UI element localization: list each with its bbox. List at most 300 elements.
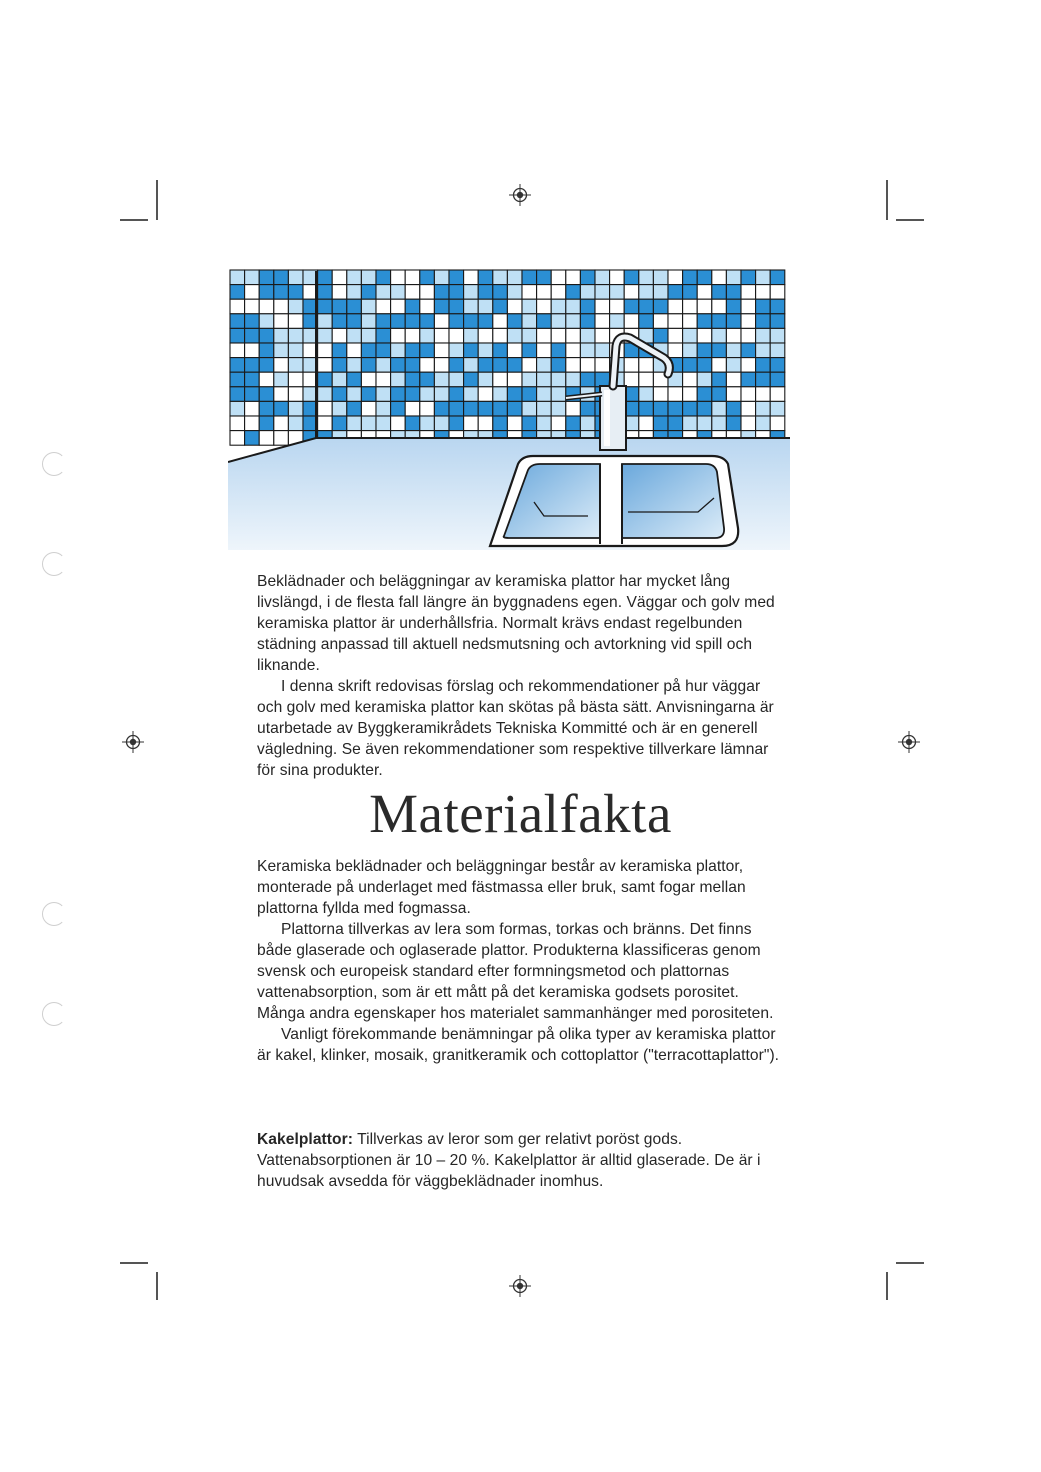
tile xyxy=(493,328,508,343)
kitchen-sink-tiled-wall-illustration xyxy=(228,266,790,550)
tile xyxy=(434,285,449,300)
tile xyxy=(653,387,668,402)
binder-hole xyxy=(42,1002,66,1026)
tile xyxy=(230,372,245,387)
tile xyxy=(580,372,595,387)
tile xyxy=(522,299,537,314)
tile xyxy=(478,285,493,300)
tile xyxy=(537,416,552,431)
tile xyxy=(639,270,654,285)
tile xyxy=(726,314,741,329)
tile xyxy=(391,401,406,416)
tile xyxy=(756,343,771,358)
registration-mark-top-icon xyxy=(509,184,531,206)
tile xyxy=(288,401,303,416)
tile xyxy=(478,299,493,314)
tile xyxy=(697,299,712,314)
tile xyxy=(683,358,698,373)
tile xyxy=(376,401,391,416)
tile xyxy=(566,416,581,431)
tile xyxy=(376,387,391,402)
tile xyxy=(653,314,668,329)
tile xyxy=(639,372,654,387)
tile xyxy=(332,372,347,387)
tile xyxy=(230,314,245,329)
tile xyxy=(274,270,289,285)
tile xyxy=(245,401,260,416)
tile xyxy=(449,343,464,358)
tile xyxy=(580,314,595,329)
tile xyxy=(522,358,537,373)
page-heading: Materialfakta xyxy=(369,783,672,844)
tile xyxy=(478,314,493,329)
tile xyxy=(478,372,493,387)
tile xyxy=(770,270,785,285)
tile xyxy=(259,431,274,446)
tile xyxy=(697,270,712,285)
tile xyxy=(361,358,376,373)
tile xyxy=(405,328,420,343)
body-paragraph-1: Keramiska beklädnader och beläggningar består av keramiska plattor, monterade på underlaget med fästmassa eller bruk, samt fogar mellan plattorna fyllda med fogmassa. xyxy=(257,858,746,917)
tile xyxy=(449,372,464,387)
tile xyxy=(566,314,581,329)
tile xyxy=(361,372,376,387)
tile xyxy=(507,387,522,402)
tile xyxy=(449,416,464,431)
tile xyxy=(245,328,260,343)
tile xyxy=(580,401,595,416)
tile xyxy=(551,343,566,358)
tile xyxy=(361,299,376,314)
tile xyxy=(551,401,566,416)
tile xyxy=(478,328,493,343)
tile xyxy=(464,285,479,300)
tile xyxy=(522,372,537,387)
tile xyxy=(259,372,274,387)
tile xyxy=(245,387,260,402)
tile xyxy=(712,343,727,358)
tile xyxy=(726,387,741,402)
tile xyxy=(405,270,420,285)
tile xyxy=(566,328,581,343)
tile xyxy=(566,285,581,300)
tile xyxy=(697,416,712,431)
tile xyxy=(230,270,245,285)
tile xyxy=(391,285,406,300)
tile xyxy=(580,285,595,300)
tile xyxy=(230,285,245,300)
tile xyxy=(610,299,625,314)
tile xyxy=(668,270,683,285)
tile xyxy=(434,358,449,373)
tile xyxy=(770,285,785,300)
tile xyxy=(712,358,727,373)
tile xyxy=(537,285,552,300)
tile xyxy=(434,314,449,329)
tile xyxy=(376,372,391,387)
tile xyxy=(624,299,639,314)
tile xyxy=(639,358,654,373)
tile xyxy=(230,328,245,343)
tile xyxy=(245,299,260,314)
tile xyxy=(478,416,493,431)
tile xyxy=(230,431,245,446)
tile xyxy=(493,372,508,387)
tile xyxy=(551,314,566,329)
tile xyxy=(361,401,376,416)
tile xyxy=(624,285,639,300)
tile xyxy=(624,270,639,285)
tile xyxy=(230,416,245,431)
tile xyxy=(595,299,610,314)
tile xyxy=(332,270,347,285)
tile xyxy=(580,299,595,314)
crop-mark-top-left-horizontal xyxy=(120,219,148,221)
tile xyxy=(566,372,581,387)
tile xyxy=(741,401,756,416)
tile xyxy=(653,299,668,314)
tile xyxy=(288,328,303,343)
tile xyxy=(464,328,479,343)
tile xyxy=(464,314,479,329)
tile xyxy=(566,270,581,285)
tile xyxy=(639,401,654,416)
tile xyxy=(230,299,245,314)
tile xyxy=(420,401,435,416)
tile xyxy=(507,372,522,387)
tile xyxy=(318,358,333,373)
tile xyxy=(405,343,420,358)
tile xyxy=(712,328,727,343)
tile xyxy=(741,387,756,402)
tile xyxy=(770,299,785,314)
tile xyxy=(347,270,362,285)
tile xyxy=(376,416,391,431)
tile xyxy=(507,401,522,416)
tile xyxy=(274,328,289,343)
tile xyxy=(288,270,303,285)
tile xyxy=(449,387,464,402)
tile xyxy=(741,270,756,285)
kakel-paragraph xyxy=(257,1129,787,1192)
tile xyxy=(434,416,449,431)
tile xyxy=(361,285,376,300)
tile xyxy=(507,314,522,329)
tile xyxy=(449,285,464,300)
tile xyxy=(595,314,610,329)
tile xyxy=(434,343,449,358)
tile xyxy=(464,416,479,431)
tile xyxy=(507,328,522,343)
tile xyxy=(405,387,420,402)
tile xyxy=(420,270,435,285)
tile xyxy=(420,372,435,387)
tile xyxy=(639,387,654,402)
tile xyxy=(361,328,376,343)
tile xyxy=(770,416,785,431)
tile xyxy=(376,328,391,343)
tile xyxy=(420,299,435,314)
tile xyxy=(288,285,303,300)
tile xyxy=(537,387,552,402)
tile xyxy=(332,328,347,343)
tile xyxy=(668,299,683,314)
tile xyxy=(639,314,654,329)
tile xyxy=(259,358,274,373)
tile xyxy=(624,358,639,373)
tile xyxy=(274,299,289,314)
tile xyxy=(405,372,420,387)
tile xyxy=(347,343,362,358)
tile xyxy=(668,343,683,358)
tile xyxy=(347,401,362,416)
tile xyxy=(507,416,522,431)
tile xyxy=(507,343,522,358)
tile xyxy=(391,314,406,329)
tile xyxy=(741,314,756,329)
tile xyxy=(449,270,464,285)
tile xyxy=(683,387,698,402)
tile xyxy=(726,372,741,387)
tile xyxy=(347,314,362,329)
tile xyxy=(274,401,289,416)
tile xyxy=(653,270,668,285)
tile xyxy=(537,358,552,373)
tile xyxy=(668,314,683,329)
tile xyxy=(668,387,683,402)
tile xyxy=(259,328,274,343)
tile xyxy=(610,270,625,285)
tile xyxy=(288,343,303,358)
tile xyxy=(361,387,376,402)
tile xyxy=(566,299,581,314)
tile xyxy=(712,416,727,431)
tile xyxy=(259,299,274,314)
tile xyxy=(770,401,785,416)
tile xyxy=(332,299,347,314)
tile xyxy=(318,285,333,300)
tile xyxy=(668,285,683,300)
tile xyxy=(347,285,362,300)
tile xyxy=(726,285,741,300)
tile xyxy=(361,314,376,329)
tile xyxy=(449,314,464,329)
tile xyxy=(449,358,464,373)
tile xyxy=(580,358,595,373)
tile xyxy=(566,358,581,373)
crop-mark-bottom-right-horizontal xyxy=(896,1262,924,1264)
tile xyxy=(332,401,347,416)
tile xyxy=(712,299,727,314)
tile xyxy=(405,314,420,329)
tile xyxy=(522,270,537,285)
tile xyxy=(712,270,727,285)
tile xyxy=(230,387,245,402)
tile xyxy=(347,416,362,431)
tile xyxy=(245,358,260,373)
tile xyxy=(391,416,406,431)
tile xyxy=(726,328,741,343)
tile xyxy=(522,387,537,402)
tile xyxy=(420,285,435,300)
tile xyxy=(259,343,274,358)
tile xyxy=(391,328,406,343)
tile xyxy=(493,270,508,285)
tile xyxy=(756,387,771,402)
tile xyxy=(274,343,289,358)
tile xyxy=(683,270,698,285)
tile xyxy=(274,285,289,300)
crop-mark-top-right-vertical xyxy=(886,180,888,220)
tile xyxy=(245,285,260,300)
crop-mark-bottom-right-vertical xyxy=(886,1272,888,1300)
tile xyxy=(683,416,698,431)
tile xyxy=(537,270,552,285)
tile xyxy=(478,387,493,402)
tile xyxy=(434,401,449,416)
tile xyxy=(478,270,493,285)
tile xyxy=(318,299,333,314)
tile xyxy=(420,343,435,358)
tile xyxy=(741,328,756,343)
tile xyxy=(756,401,771,416)
tile xyxy=(376,358,391,373)
tile xyxy=(274,314,289,329)
registration-mark-right-icon xyxy=(898,731,920,753)
tile xyxy=(522,416,537,431)
tile xyxy=(420,416,435,431)
registration-mark-left-icon xyxy=(122,731,144,753)
tile xyxy=(245,372,260,387)
tile xyxy=(580,416,595,431)
tile xyxy=(756,372,771,387)
tile xyxy=(624,372,639,387)
tile xyxy=(551,416,566,431)
tile xyxy=(712,387,727,402)
tile xyxy=(756,416,771,431)
tile xyxy=(464,372,479,387)
tile xyxy=(741,358,756,373)
tile xyxy=(464,401,479,416)
tile xyxy=(639,285,654,300)
tile xyxy=(756,358,771,373)
tile xyxy=(712,401,727,416)
tile xyxy=(712,285,727,300)
tile xyxy=(347,328,362,343)
tile xyxy=(464,387,479,402)
tile xyxy=(522,285,537,300)
tile xyxy=(697,285,712,300)
tile xyxy=(697,358,712,373)
tile xyxy=(332,314,347,329)
tile xyxy=(420,358,435,373)
tile xyxy=(683,401,698,416)
tile xyxy=(756,285,771,300)
tile xyxy=(580,343,595,358)
tile xyxy=(420,328,435,343)
tile xyxy=(741,299,756,314)
tile xyxy=(683,285,698,300)
tile xyxy=(493,416,508,431)
tile xyxy=(683,372,698,387)
tile xyxy=(522,401,537,416)
tile xyxy=(405,416,420,431)
tile xyxy=(697,372,712,387)
tile xyxy=(288,372,303,387)
tile xyxy=(391,343,406,358)
tile xyxy=(391,270,406,285)
body-paragraph-2: Plattorna tillverkas av lera som formas, torkas och bränns. Det finns både glaserade och oglaserade plattor. Produkterna klassificeras genom svensk och europeisk standard efter formningsmetod och plattornas vattenabsorption, som är ett mått på det keramiska godsets porositet. Många andra egenskaper hos materialet sammanhänger med porositeten. xyxy=(257,921,774,1022)
tile xyxy=(376,299,391,314)
tile xyxy=(493,314,508,329)
tile xyxy=(756,270,771,285)
crop-mark-top-right-horizontal xyxy=(896,219,924,221)
tile xyxy=(595,372,610,387)
tile xyxy=(274,416,289,431)
tile xyxy=(668,328,683,343)
tile xyxy=(741,416,756,431)
tile xyxy=(537,314,552,329)
tile xyxy=(478,401,493,416)
tile xyxy=(318,270,333,285)
tile xyxy=(332,285,347,300)
tile xyxy=(434,270,449,285)
tile xyxy=(770,314,785,329)
tile xyxy=(507,285,522,300)
registration-mark-bottom-icon xyxy=(509,1275,531,1297)
tile xyxy=(405,358,420,373)
tile xyxy=(318,372,333,387)
tile xyxy=(770,328,785,343)
crop-mark-bottom-left-horizontal xyxy=(120,1262,148,1264)
tile xyxy=(668,401,683,416)
tile xyxy=(288,314,303,329)
tile xyxy=(683,299,698,314)
tile xyxy=(230,343,245,358)
tile xyxy=(361,270,376,285)
tile xyxy=(318,401,333,416)
tile xyxy=(683,328,698,343)
tile xyxy=(259,314,274,329)
tile xyxy=(537,401,552,416)
tile xyxy=(507,358,522,373)
tile xyxy=(507,299,522,314)
tile xyxy=(770,343,785,358)
tile xyxy=(274,358,289,373)
tile xyxy=(332,358,347,373)
binder-hole xyxy=(42,452,66,476)
body-paragraph-3: Vanligt förekommande benämningar på olika typer av keramiska plattor är kakel, klinker, mosaik, granitkeramik och cottoplattor ("terracottaplattor"). xyxy=(257,1026,780,1064)
intro-paragraph-2: I denna skrift redovisas förslag och rekommendationer på hur väggar och golv med keramiska plattor kan skötas på bästa sätt. Anvisningarna är utarbetade av Byggkeramikrådets Tekniska Kommitté och är en generell vägledning. Se även rekommendationer som respektive tillverkare lämnar för sina produkter. xyxy=(257,678,774,779)
tile xyxy=(624,314,639,329)
tile xyxy=(741,343,756,358)
tile xyxy=(756,314,771,329)
tile xyxy=(756,299,771,314)
body-text xyxy=(257,856,787,1066)
tile xyxy=(595,285,610,300)
tile xyxy=(712,314,727,329)
tile xyxy=(274,387,289,402)
tile xyxy=(683,343,698,358)
tile xyxy=(347,387,362,402)
tile xyxy=(464,343,479,358)
tile xyxy=(478,358,493,373)
tile xyxy=(318,416,333,431)
tile xyxy=(434,372,449,387)
tile xyxy=(245,314,260,329)
tile xyxy=(697,343,712,358)
tile xyxy=(770,358,785,373)
